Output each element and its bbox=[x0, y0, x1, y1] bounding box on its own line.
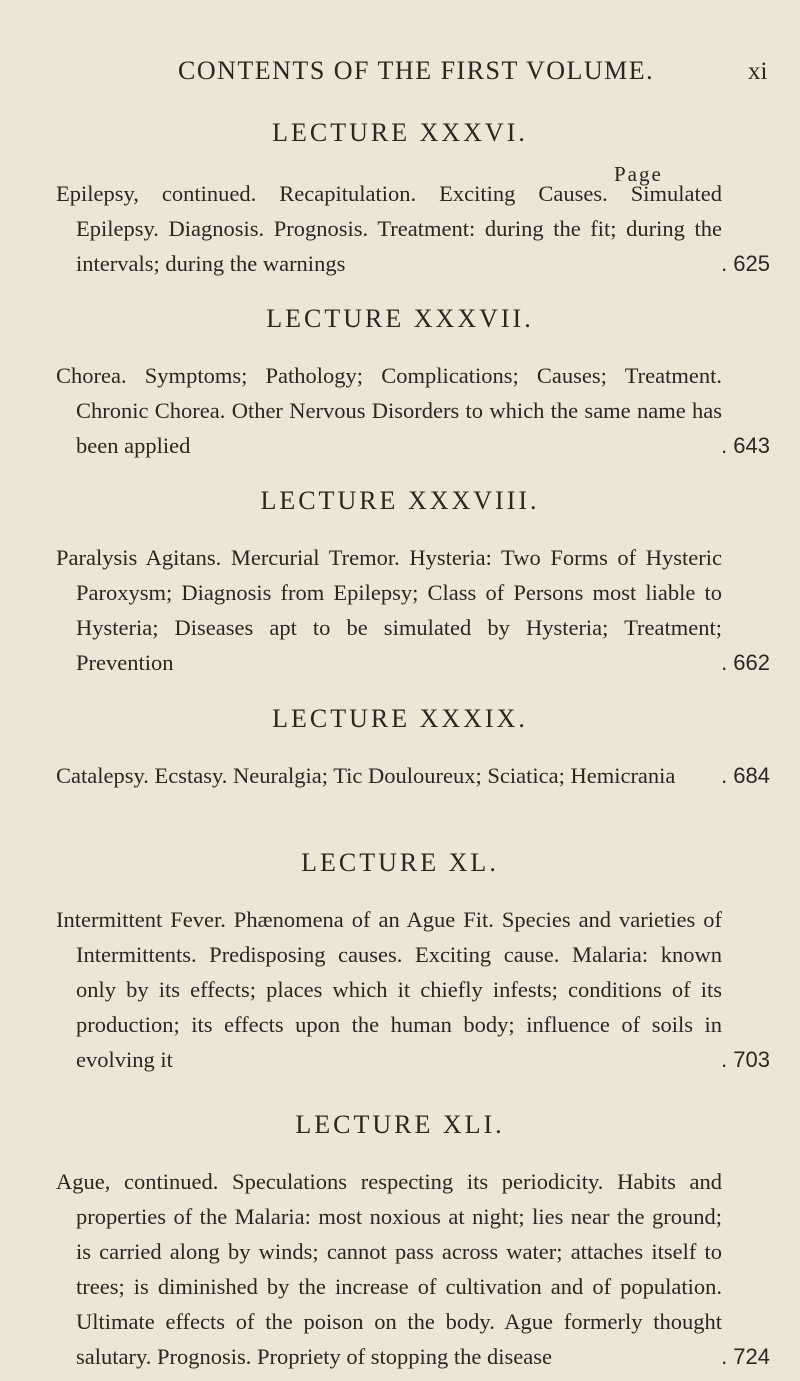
lecture-summary: Paralysis Agitans. Mercurial Tremor. Hysteria: Two Forms of Hysteric Paroxysm; Diagnosis from Epilepsy; Class of Persons most liable to Hysteria; Diseases apt to be simulated by Hysteria; Treatment; Prevention bbox=[56, 545, 722, 675]
page-reference: . 643 bbox=[721, 433, 770, 458]
running-head bbox=[0, 56, 800, 96]
lecture-entry bbox=[56, 758, 770, 793]
lecture-heading: LECTURE XXXVI. bbox=[272, 118, 528, 147]
lecture-entry bbox=[56, 540, 770, 680]
page-folio: xi bbox=[748, 58, 768, 85]
page-column-label: Page bbox=[614, 162, 663, 186]
lecture-heading: LECTURE XXXIX. bbox=[272, 704, 528, 733]
lecture-summary: Intermittent Fever. Phænomena of an Ague Fit. Species and varieties of Intermittents. Predisposing causes. Exciting cause. Malaria: known only by its effects; places which it chiefly infests; conditions of its production; its effects upon the human body; influence of soils in evolving it bbox=[56, 907, 722, 1072]
lecture-entry bbox=[56, 176, 770, 281]
page-reference: . 684 bbox=[721, 763, 770, 788]
lecture-summary: Epilepsy, continued. Recapitulation. Exciting Causes. Simulated Epilepsy. Diagnosis. Prognosis. Treatment: during the fit; during the intervals; during the warnings bbox=[56, 181, 722, 276]
page-reference: . 703 bbox=[721, 1047, 770, 1072]
running-title: CONTENTS OF THE FIRST VOLUME. bbox=[178, 56, 655, 85]
lecture-heading: LECTURE XL. bbox=[301, 848, 499, 877]
page-reference: . 662 bbox=[721, 650, 770, 675]
lecture-heading: LECTURE XXXVII. bbox=[266, 304, 534, 333]
lecture-summary: Catalepsy. Ecstasy. Neuralgia; Tic Douloureux; Sciatica; Hemicrania bbox=[56, 763, 676, 788]
lecture-summary: Chorea. Symptoms; Pathology; Complications; Causes; Treatment. Chronic Chorea. Other Nervous Disorders to which the same name has been applied bbox=[56, 363, 722, 458]
lecture-heading: LECTURE XLI. bbox=[295, 1110, 505, 1139]
page-reference: . 724 bbox=[721, 1344, 770, 1369]
page-reference: . 625 bbox=[721, 251, 770, 276]
lecture-heading: LECTURE XXXVIII. bbox=[260, 486, 540, 515]
lecture-summary: Ague, continued. Speculations respecting its periodicity. Habits and properties of the Malaria: most noxious at night; lies near the ground; is carried along by winds; cannot pass across water; attaches itself to trees; is diminished by the increase of cultivation and of population. Ultimate effects of the poison on the body. Ague formerly thought salutary. Prognosis. Propriety of stopping the disease bbox=[56, 1169, 722, 1369]
lecture-entry bbox=[56, 902, 770, 1077]
lecture-entry bbox=[56, 358, 770, 463]
lecture-entry bbox=[56, 1164, 770, 1374]
